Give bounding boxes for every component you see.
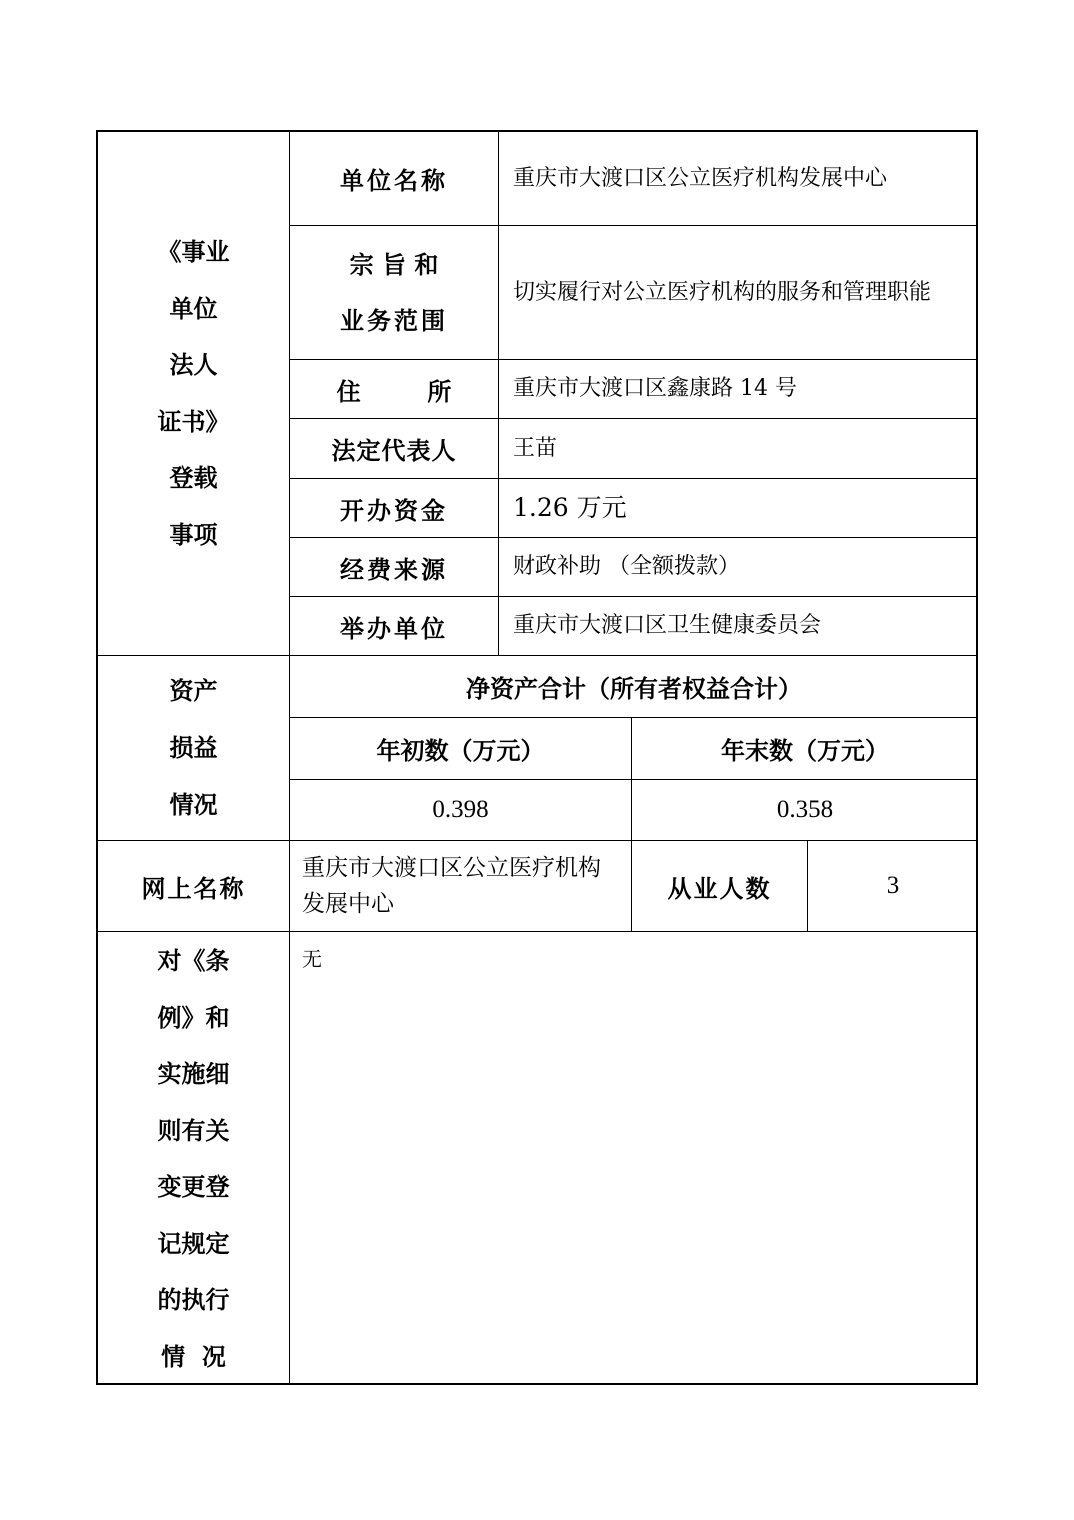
grid-line <box>289 779 978 780</box>
grid-line <box>98 931 978 932</box>
start-capital-label: 开办资金 <box>340 496 448 525</box>
section-exec-label <box>98 932 289 1383</box>
start-of-year-header: 年初数（万元） <box>376 737 545 765</box>
purpose-scope-label <box>290 226 498 359</box>
section-assets-line: 情况 <box>169 790 218 819</box>
staff-count-value: 3 <box>886 872 900 899</box>
section-assets-label <box>98 656 289 840</box>
section-cert-line: 证书》 <box>157 407 230 436</box>
section-exec-line: 例》和 <box>157 1003 230 1032</box>
section-exec-line: 记规定 <box>157 1229 230 1258</box>
section-cert-label <box>98 132 289 655</box>
staff-count-label: 从业人数 <box>667 874 772 903</box>
grid-line <box>289 478 978 479</box>
sponsor-unit-label: 举办单位 <box>340 614 448 643</box>
section-cert-line: 《事业 <box>157 238 230 266</box>
start-of-year-value: 0.398 <box>432 796 489 823</box>
section-exec-line: 对《条 <box>157 947 230 975</box>
section-cert-line: 登载 <box>169 464 218 492</box>
address-label: 住 所 <box>336 377 452 406</box>
section-exec-line: 则有关 <box>157 1116 230 1145</box>
unit-name-label: 单位名称 <box>340 167 448 195</box>
grid-line <box>289 418 978 419</box>
grid-line <box>289 132 290 1383</box>
funding-source-value: 财政补助 （全额拨款） <box>513 554 740 579</box>
purpose-scope-label-line: 业务范围 <box>340 306 448 335</box>
section-cert-line: 单位 <box>169 294 218 323</box>
legal-representative-value: 王苗 <box>513 435 558 461</box>
sponsor-unit-value: 重庆市大渡口区卫生健康委员会 <box>513 613 822 638</box>
funding-source-label: 经费来源 <box>340 555 448 584</box>
unit-name-value: 重庆市大渡口区公立医疗机构发展中心 <box>513 165 888 191</box>
grid-line <box>498 132 499 655</box>
exec-status-value: 无 <box>302 947 322 971</box>
section-exec-line: 情 况 <box>161 1342 226 1371</box>
grid-line <box>289 359 978 360</box>
grid-line <box>98 840 978 841</box>
legal-representative-label: 法定代表人 <box>331 437 457 465</box>
grid-line <box>289 596 978 597</box>
section-exec-line: 的执行 <box>157 1286 230 1314</box>
start-capital-value: 1.26 万元 <box>513 493 627 522</box>
grid-line <box>98 655 978 656</box>
end-of-year-header: 年末数（万元） <box>721 737 889 765</box>
grid-line <box>289 225 978 226</box>
grid-line <box>631 718 632 931</box>
section-cert-line: 法人 <box>169 351 218 379</box>
purpose-scope-label-line: 宗 旨 和 <box>349 250 439 279</box>
online-name-label: 网上名称 <box>141 874 246 903</box>
grid-line <box>807 841 808 931</box>
section-exec-line: 变更登 <box>157 1173 230 1201</box>
net-assets-header: 净资产合计（所有者权益合计） <box>466 675 802 703</box>
online-name-value: 重庆市大渡口区公立医疗机构发展中心 <box>302 855 601 917</box>
registration-form <box>96 130 978 1385</box>
section-assets-line: 资产 <box>169 676 218 705</box>
end-of-year-value: 0.358 <box>776 796 834 823</box>
grid-line <box>289 537 978 538</box>
address-value: 重庆市大渡口区鑫康路 14 号 <box>513 376 797 401</box>
section-exec-line: 实施细 <box>157 1060 230 1088</box>
section-assets-line: 损益 <box>169 733 218 762</box>
grid-line <box>289 717 978 718</box>
purpose-scope-value: 切实履行对公立医疗机构的服务和管理职能 <box>513 279 932 305</box>
section-cert-line: 事项 <box>169 520 218 549</box>
